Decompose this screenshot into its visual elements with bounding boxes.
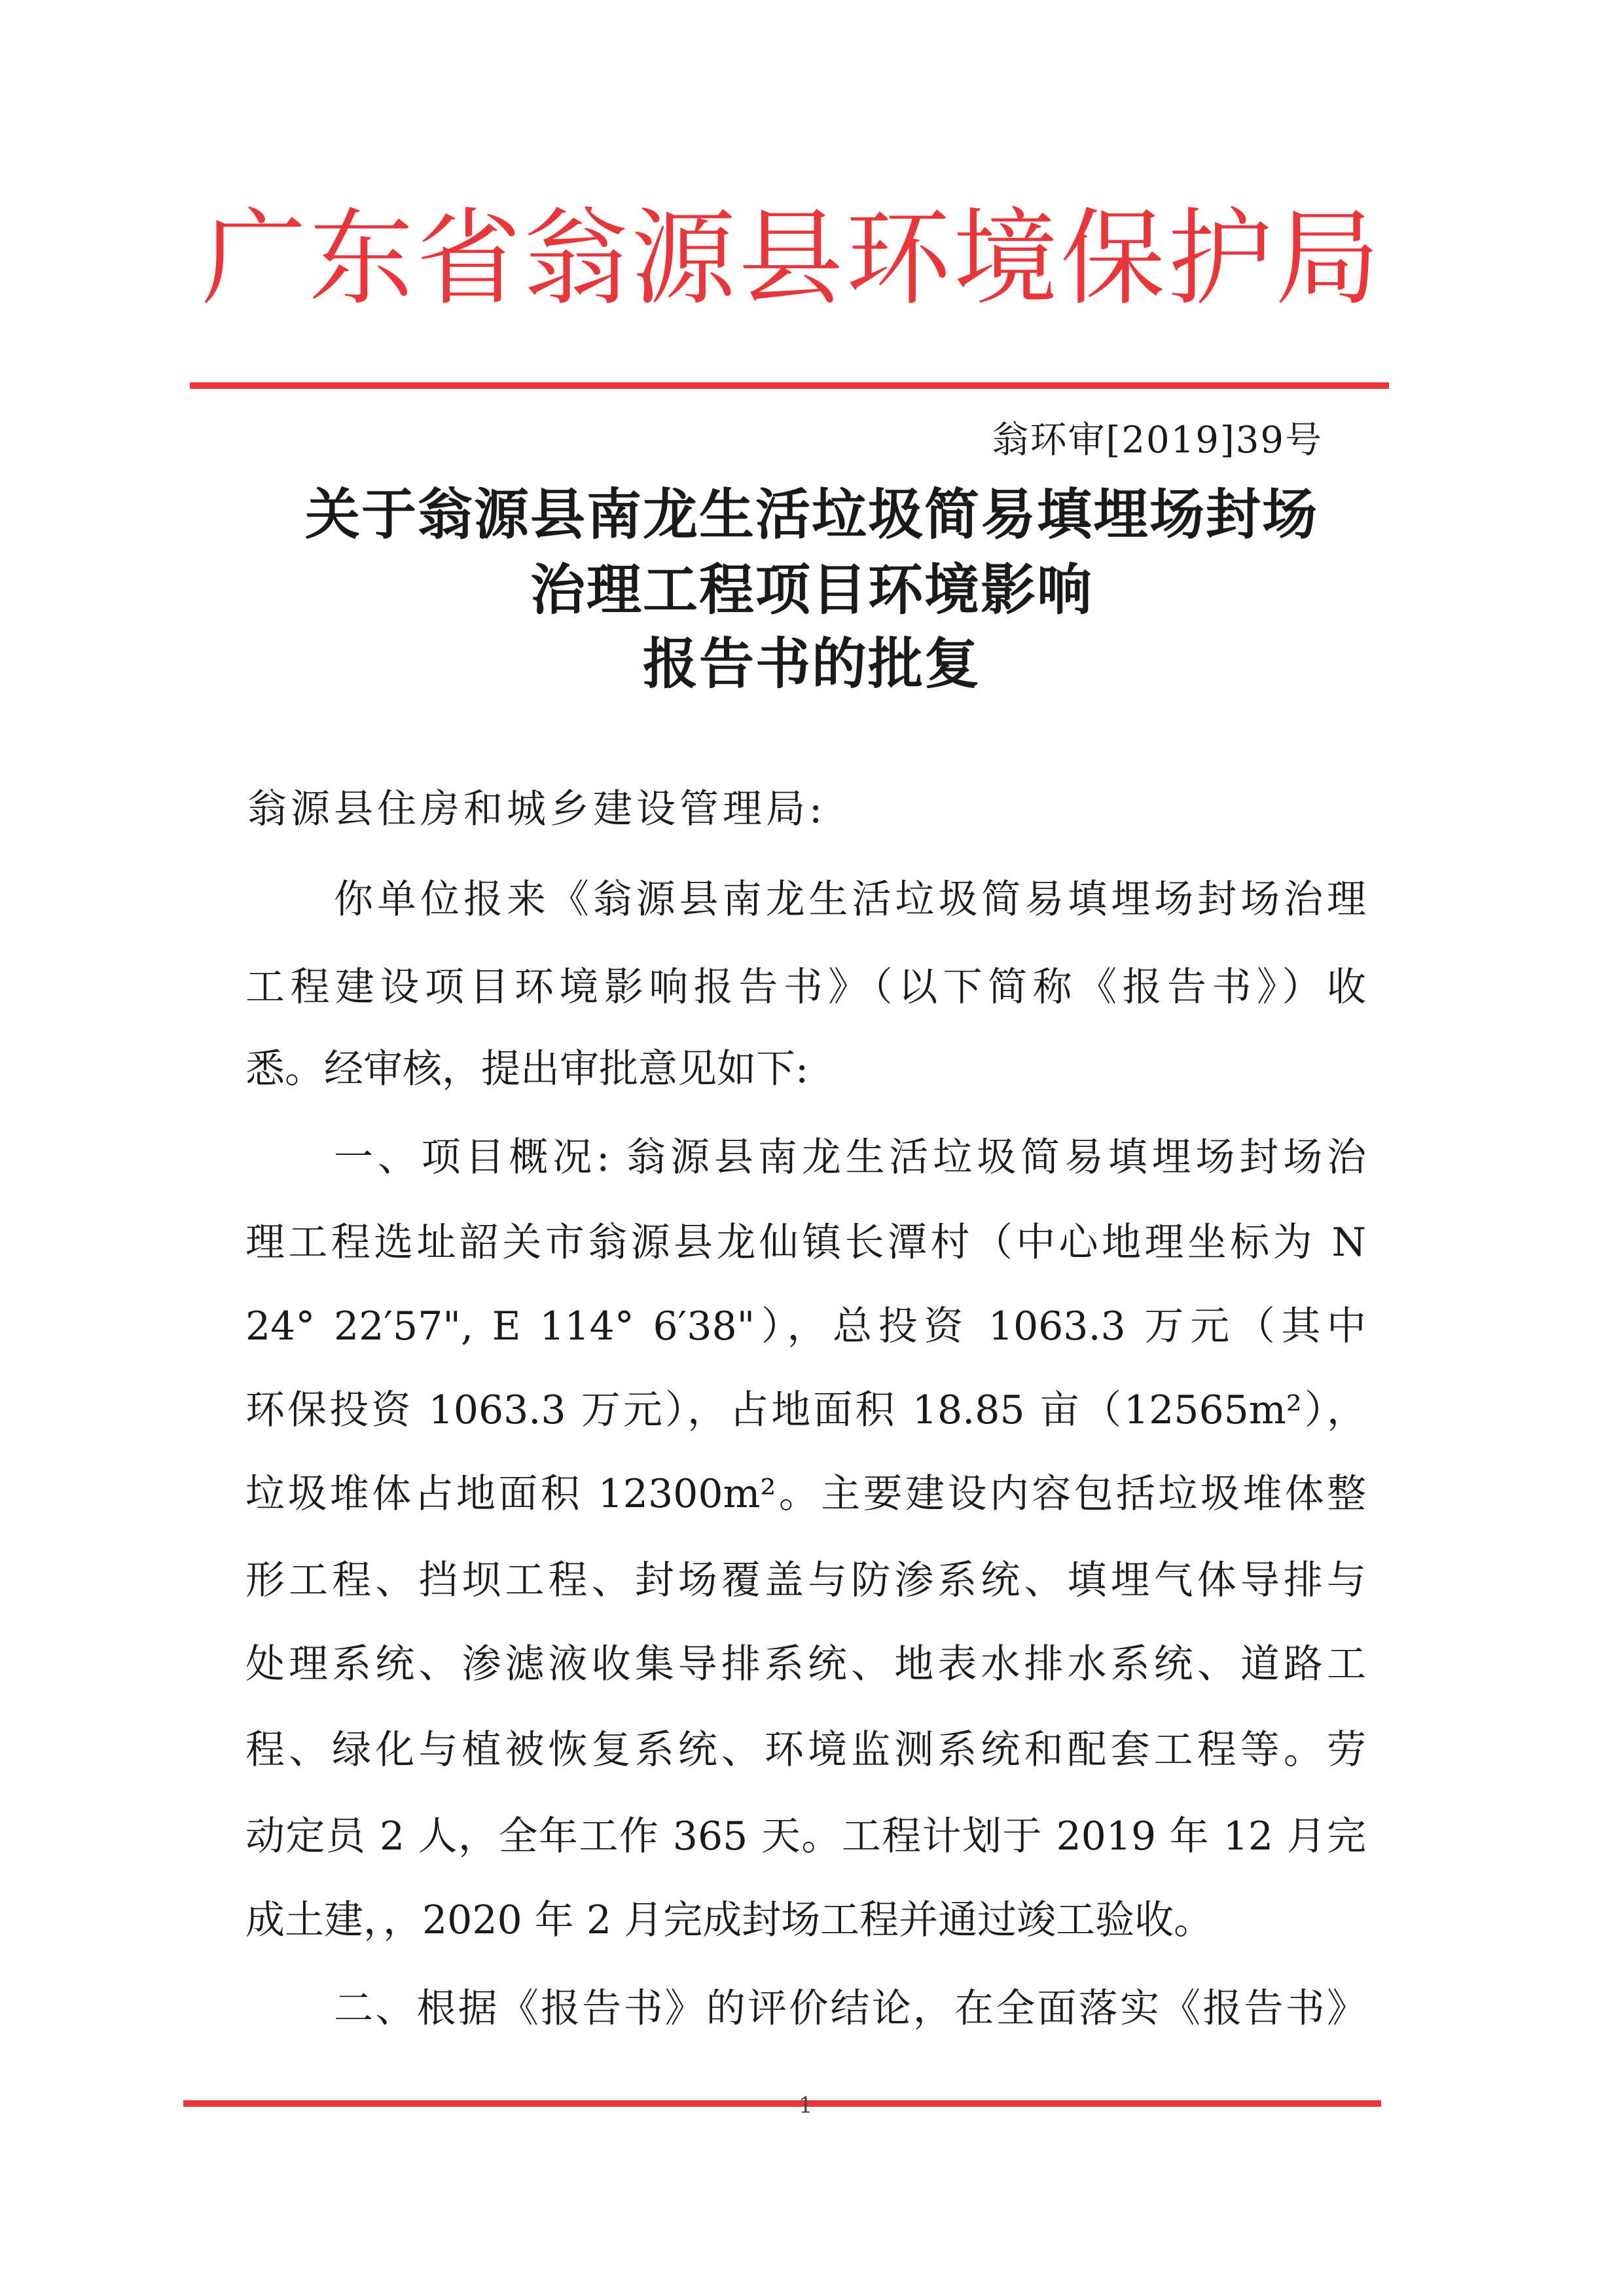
body-line: 二、根据《报告书》的评价结论，在全面落实《报告书》: [334, 1986, 1366, 2032]
document-title-line-1: 关于翁源县南龙生活垃圾简易填埋场封场: [304, 482, 1318, 547]
body-line: 悉。经审核，提出审批意见如下:: [245, 1046, 809, 1092]
body-line: 形工程、挡坝工程、封场覆盖与防渗系统、填埋气体导排与: [245, 1558, 1366, 1603]
body-line: 一、项目概况: 翁源县南龙生活垃圾简易填埋场封场治: [334, 1135, 1366, 1180]
footer-red-rule: [183, 2100, 1381, 2107]
body-line: 你单位报来《翁源县南龙生活垃圾简易填埋场封场治理: [334, 877, 1366, 922]
addressee: 翁源县住房和城乡建设管理局:: [247, 786, 827, 832]
body-line: 程、绿化与植被恢复系统、环境监测系统和配套工程等。劳: [245, 1727, 1366, 1773]
document-number: 翁环审[2019]39号: [992, 419, 1323, 462]
body-line: 垃圾堆体占地面积 12300m²。主要建设内容包括垃圾堆体整: [245, 1471, 1366, 1517]
body-line: 理工程选址韶关市翁源县龙仙镇长潭村（中心地理坐标为 N: [245, 1220, 1366, 1266]
page-number: 1: [799, 2092, 813, 2119]
body-line: 工程建设项目环境影响报告书》（以下简称《报告书》）收: [245, 964, 1366, 1010]
body-line: 环保投资 1063.3 万元），占地面积 18.85 亩（12565m²），: [245, 1387, 1366, 1433]
body-line: 处理系统、渗滤液收集导排系统、地表水排水系统、道路工: [245, 1641, 1366, 1687]
body-line: 动定员 2 人，全年工作 365 天。工程计划于 2019 年 12 月完: [245, 1813, 1366, 1859]
body-line: 成土建，，2020 年 2 月完成封场工程并通过竣工验收。: [245, 1897, 1214, 1943]
header-red-rule: [190, 382, 1389, 389]
issuing-authority-header: 广东省翁源县环境保护局: [201, 197, 1382, 319]
document-title-line-3: 报告书的批复: [642, 631, 981, 696]
body-line: 24° 22′57", E 114° 6′38"），总投资 1063.3 万元（其中: [245, 1303, 1366, 1349]
document-title-line-2: 治理工程项目环境影响: [530, 557, 1093, 622]
